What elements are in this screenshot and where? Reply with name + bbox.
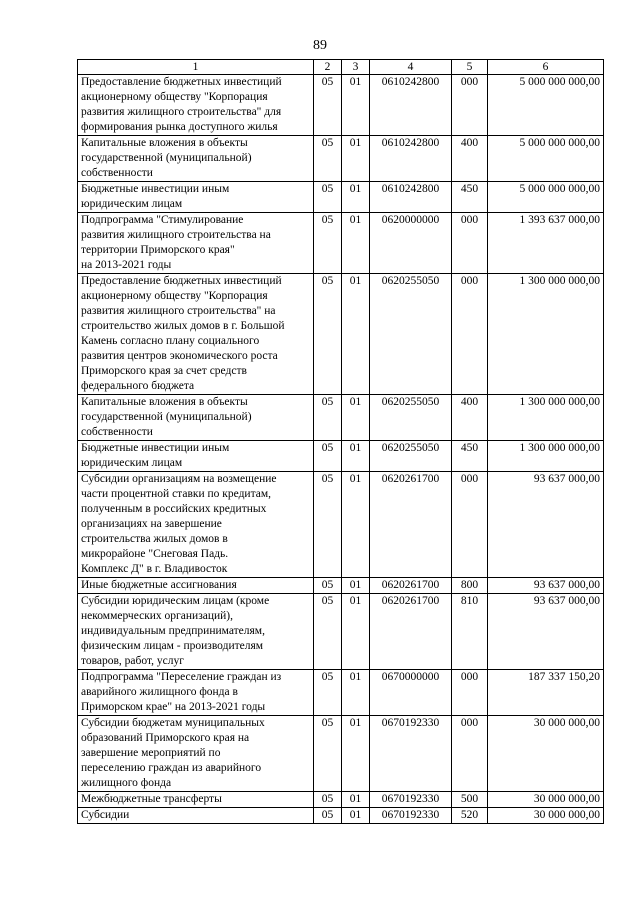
row-amount: 1 300 000 000,00 [488, 395, 604, 441]
row-subsection: 01 [342, 395, 370, 441]
row-expense-type: 400 [452, 136, 488, 182]
row-name-text: Капитальные вложения в объекты государственной (муниципальной) собственности [81, 137, 252, 179]
column-header: 5 [452, 60, 488, 75]
table-row [78, 670, 604, 716]
table-row [78, 792, 604, 808]
table-row [78, 182, 604, 213]
row-amount: 1 300 000 000,00 [488, 441, 604, 472]
table-body [78, 75, 604, 824]
table-row [78, 472, 604, 578]
row-amount: 5 000 000 000,00 [488, 182, 604, 213]
row-amount: 187 337 150,20 [488, 670, 604, 716]
row-expense-type: 000 [452, 716, 488, 792]
row-name-text: Подпрограмма "Стимулирование развития жилищного строительства на территории Приморского края" на 2013-2021 годы [81, 214, 271, 271]
row-name-text: Предоставление бюджетных инвестиций акционерному обществу "Корпорация развития жилищного строительства" для формирования рынка доступного жилья [81, 76, 282, 133]
table-row [78, 594, 604, 670]
column-header: 6 [488, 60, 604, 75]
column-header: 1 [78, 60, 314, 75]
row-name [78, 274, 314, 395]
row-amount: 1 393 637 000,00 [488, 213, 604, 274]
row-expense-type: 000 [452, 75, 488, 136]
row-section: 05 [314, 716, 342, 792]
row-expense-type: 800 [452, 578, 488, 594]
row-name-text: Субсидии [81, 809, 130, 821]
row-name-text: Межбюджетные трансферты [81, 793, 222, 805]
row-target-code: 0620255050 [370, 441, 452, 472]
row-target-code: 0620261700 [370, 594, 452, 670]
row-section: 05 [314, 578, 342, 594]
row-target-code: 0620255050 [370, 395, 452, 441]
row-section: 05 [314, 441, 342, 472]
row-name [78, 594, 314, 670]
row-target-code: 0620261700 [370, 472, 452, 578]
row-amount: 93 637 000,00 [488, 578, 604, 594]
row-expense-type: 000 [452, 472, 488, 578]
row-section: 05 [314, 792, 342, 808]
row-expense-type: 500 [452, 792, 488, 808]
row-amount: 5 000 000 000,00 [488, 75, 604, 136]
row-name-text: Субсидии юридическим лицам (кроме некоммерческих организаций), индивидуальным предпринимателям, физическим лицам - производителям товаров, работ, услуг [81, 595, 270, 667]
row-name [78, 716, 314, 792]
row-section: 05 [314, 472, 342, 578]
row-target-code: 0610242800 [370, 182, 452, 213]
row-subsection: 01 [342, 136, 370, 182]
row-target-code: 0610242800 [370, 136, 452, 182]
row-target-code: 0620255050 [370, 274, 452, 395]
row-expense-type: 000 [452, 213, 488, 274]
row-name [78, 75, 314, 136]
row-subsection: 01 [342, 716, 370, 792]
row-amount: 93 637 000,00 [488, 594, 604, 670]
table-row [78, 716, 604, 792]
row-section: 05 [314, 808, 342, 824]
header-row [78, 60, 604, 75]
row-name-text: Бюджетные инвестиции иным юридическим лицам [81, 183, 230, 210]
column-header: 2 [314, 60, 342, 75]
column-header: 4 [370, 60, 452, 75]
table-row [78, 136, 604, 182]
row-expense-type: 000 [452, 670, 488, 716]
row-subsection: 01 [342, 808, 370, 824]
row-target-code: 0670192330 [370, 716, 452, 792]
row-name [78, 472, 314, 578]
row-name-text: Бюджетные инвестиции иным юридическим лицам [81, 442, 230, 469]
row-target-code: 0670192330 [370, 808, 452, 824]
row-subsection: 01 [342, 670, 370, 716]
row-name-text: Субсидии организациям на возмещение части процентной ставки по кредитам, полученным в российских кредитных организациях на завершение строительства жилых домов в микрорайоне "Снеговая Падь. Комплекс Д" в г. Владивосток [81, 473, 277, 575]
row-expense-type: 520 [452, 808, 488, 824]
row-section: 05 [314, 274, 342, 395]
row-amount: 30 000 000,00 [488, 808, 604, 824]
row-expense-type: 810 [452, 594, 488, 670]
row-name [78, 213, 314, 274]
row-name-text: Подпрограмма "Переселение граждан из аварийного жилищного фонда в Приморском крае" на 2013-2021 годы [81, 671, 282, 713]
row-subsection: 01 [342, 594, 370, 670]
row-target-code: 0610242800 [370, 75, 452, 136]
row-section: 05 [314, 182, 342, 213]
row-name [78, 182, 314, 213]
row-subsection: 01 [342, 441, 370, 472]
row-name-text: Предоставление бюджетных инвестиций акционерному обществу "Корпорация развития жилищного строительства" на строительство жилых домов в г. Большой Камень согласно плану социального развития центров экономического роста Приморского края за счет средств федерального бюджета [81, 275, 285, 392]
row-name [78, 136, 314, 182]
row-subsection: 01 [342, 75, 370, 136]
row-name [78, 395, 314, 441]
row-expense-type: 000 [452, 274, 488, 395]
row-target-code: 0620261700 [370, 578, 452, 594]
row-name [78, 792, 314, 808]
row-amount: 5 000 000 000,00 [488, 136, 604, 182]
table-row [78, 578, 604, 594]
row-section: 05 [314, 395, 342, 441]
row-amount: 30 000 000,00 [488, 716, 604, 792]
row-section: 05 [314, 670, 342, 716]
column-header: 3 [342, 60, 370, 75]
row-name [78, 808, 314, 824]
row-name [78, 670, 314, 716]
row-expense-type: 450 [452, 182, 488, 213]
row-name [78, 441, 314, 472]
row-target-code: 0620000000 [370, 213, 452, 274]
table-row [78, 395, 604, 441]
row-subsection: 01 [342, 274, 370, 395]
table-row [78, 75, 604, 136]
page-number: 89 [313, 38, 327, 53]
row-section: 05 [314, 213, 342, 274]
row-subsection: 01 [342, 578, 370, 594]
row-section: 05 [314, 136, 342, 182]
row-subsection: 01 [342, 182, 370, 213]
row-name [78, 578, 314, 594]
table-row [78, 808, 604, 824]
row-expense-type: 400 [452, 395, 488, 441]
row-amount: 30 000 000,00 [488, 792, 604, 808]
table-row [78, 213, 604, 274]
row-name-text: Субсидии бюджетам муниципальных образований Приморского края на завершение мероприятий по переселению граждан из аварийного жилищного фонда [81, 717, 265, 789]
budget-table [77, 59, 604, 824]
row-subsection: 01 [342, 213, 370, 274]
table-row [78, 274, 604, 395]
row-section: 05 [314, 75, 342, 136]
row-target-code: 0670192330 [370, 792, 452, 808]
row-name-text: Капитальные вложения в объекты государственной (муниципальной) собственности [81, 396, 252, 438]
row-amount: 93 637 000,00 [488, 472, 604, 578]
row-amount: 1 300 000 000,00 [488, 274, 604, 395]
table-row [78, 441, 604, 472]
row-expense-type: 450 [452, 441, 488, 472]
row-name-text: Иные бюджетные ассигнования [81, 579, 237, 591]
row-target-code: 0670000000 [370, 670, 452, 716]
row-section: 05 [314, 594, 342, 670]
row-subsection: 01 [342, 472, 370, 578]
row-subsection: 01 [342, 792, 370, 808]
